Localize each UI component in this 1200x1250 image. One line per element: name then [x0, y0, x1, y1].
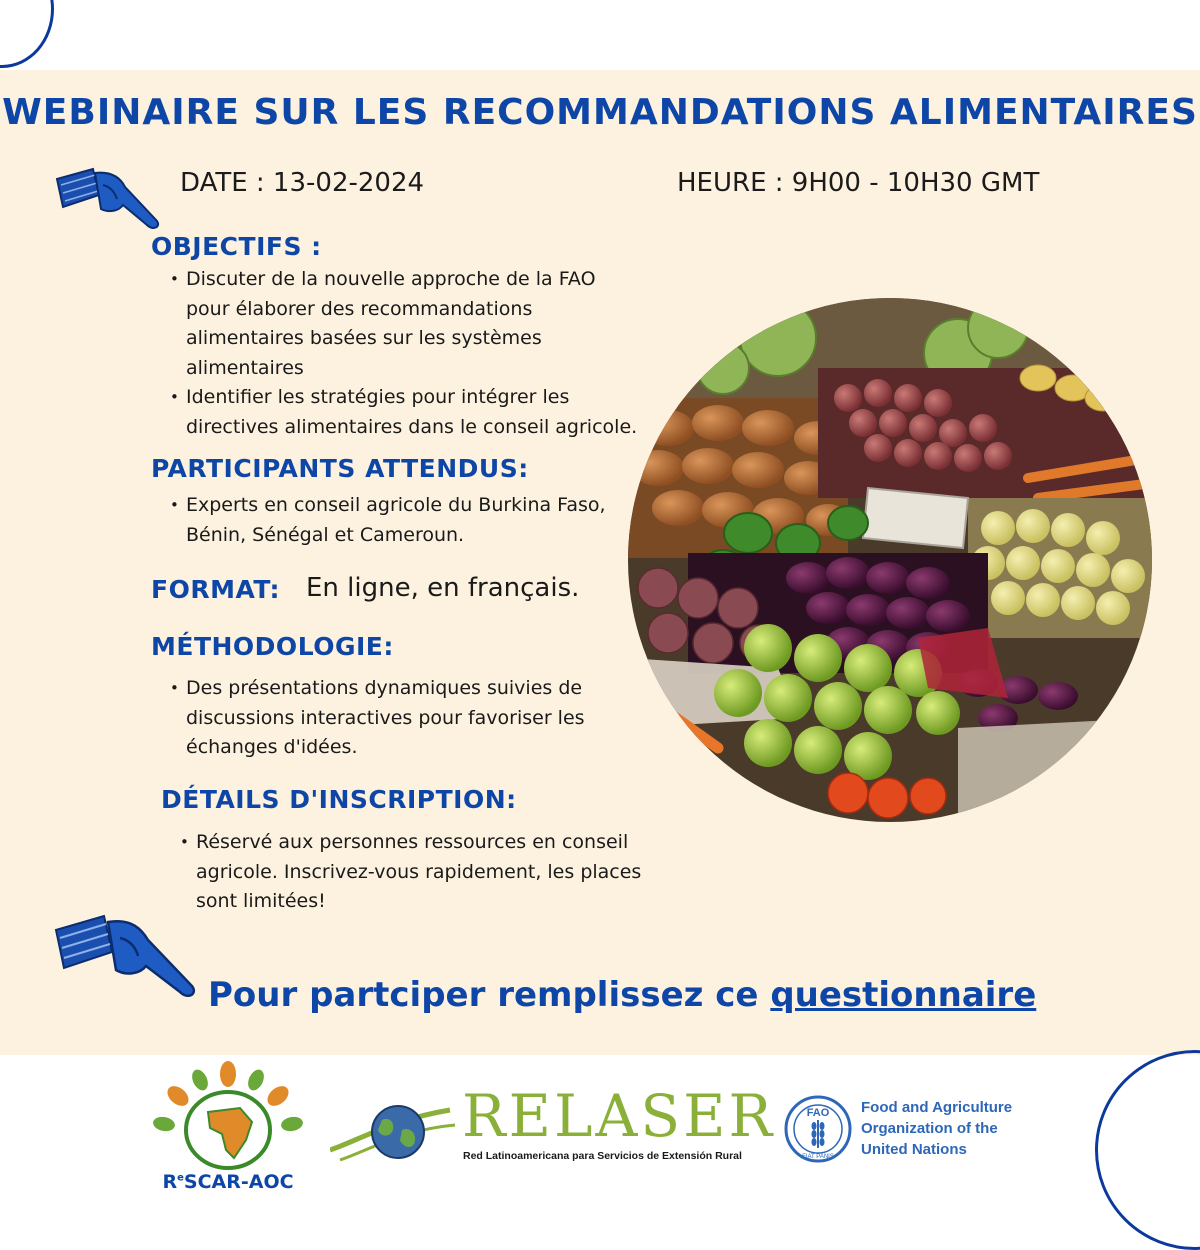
questionnaire-link[interactable]: questionnaire [770, 975, 1037, 1015]
rescar-name: $R^eSCAR$-AOC [162, 1171, 294, 1193]
format-heading: FORMAT: [151, 575, 281, 604]
rescar-emblem-icon [148, 1060, 308, 1172]
relaser-name: RELASER [462, 1082, 776, 1150]
relaser-subtitle: Red Latinoamericana para Servicios de Extensión Rural [463, 1150, 742, 1162]
relaser-logo [330, 1080, 776, 1175]
participants-list [170, 491, 640, 550]
decorative-circle-top-left [0, 0, 54, 68]
call-to-action [208, 975, 1036, 1015]
fao-motto: FIAT PANIS [802, 1154, 834, 1160]
registration-list [180, 828, 645, 917]
vegetable-market-photo [628, 298, 1152, 822]
list-item: • Des présentations dynamiques suivies de discussions interactives pour favoriser les échanges d'idées. [170, 674, 610, 763]
methodology-heading: MÉTHODOLOGIE: [151, 632, 394, 661]
methodology-list [170, 674, 610, 763]
pointing-hand-icon [50, 910, 200, 1002]
list-item: • Discuter de la nouvelle approche de la FAO pour élaborer des recommandations alimentaires basées sur les systèmes alimentaires [170, 265, 640, 383]
objectives-heading: OBJECTIFS : [151, 232, 322, 261]
list-item: • Identifier les stratégies pour intégrer les directives alimentaires dans le conseil agricole. [170, 383, 640, 442]
list-item: • Experts en conseil agricole du Burkina Faso, Bénin, Sénégal et Cameroun. [170, 491, 640, 550]
registration-heading: DÉTAILS D'INSCRIPTION: [161, 785, 517, 814]
pointing-hand-icon [53, 165, 163, 233]
list-item: • Réservé aux personnes ressources en conseil agricole. Inscrivez-vous rapidement, les places sont limitées! [180, 828, 645, 917]
format-value: En ligne, en français. [306, 573, 580, 603]
decorative-circle-bottom-right [1095, 1050, 1200, 1250]
time-label: HEURE : 9H00 - 10H30 GMT [677, 168, 1040, 198]
rescar-aoc-logo [148, 1060, 308, 1195]
participants-heading: PARTICIPANTS ATTENDUS: [151, 454, 529, 483]
relaser-globe-icon [330, 1080, 460, 1175]
page-title: WEBINAIRE SUR LES RECOMMANDATIONS ALIMENTAIRES [2, 92, 1198, 133]
fao-name: Food and Agriculture Organization of the United Nations [861, 1099, 1013, 1158]
fao-seal-icon [783, 1094, 853, 1164]
date-label: DATE : 13-02-2024 [180, 168, 425, 198]
cta-text: Pour partciper remplissez ce [208, 975, 771, 1015]
fao-seal-text: FAO [806, 1107, 830, 1119]
objectives-list [170, 265, 640, 442]
fao-logo [783, 1092, 1043, 1172]
